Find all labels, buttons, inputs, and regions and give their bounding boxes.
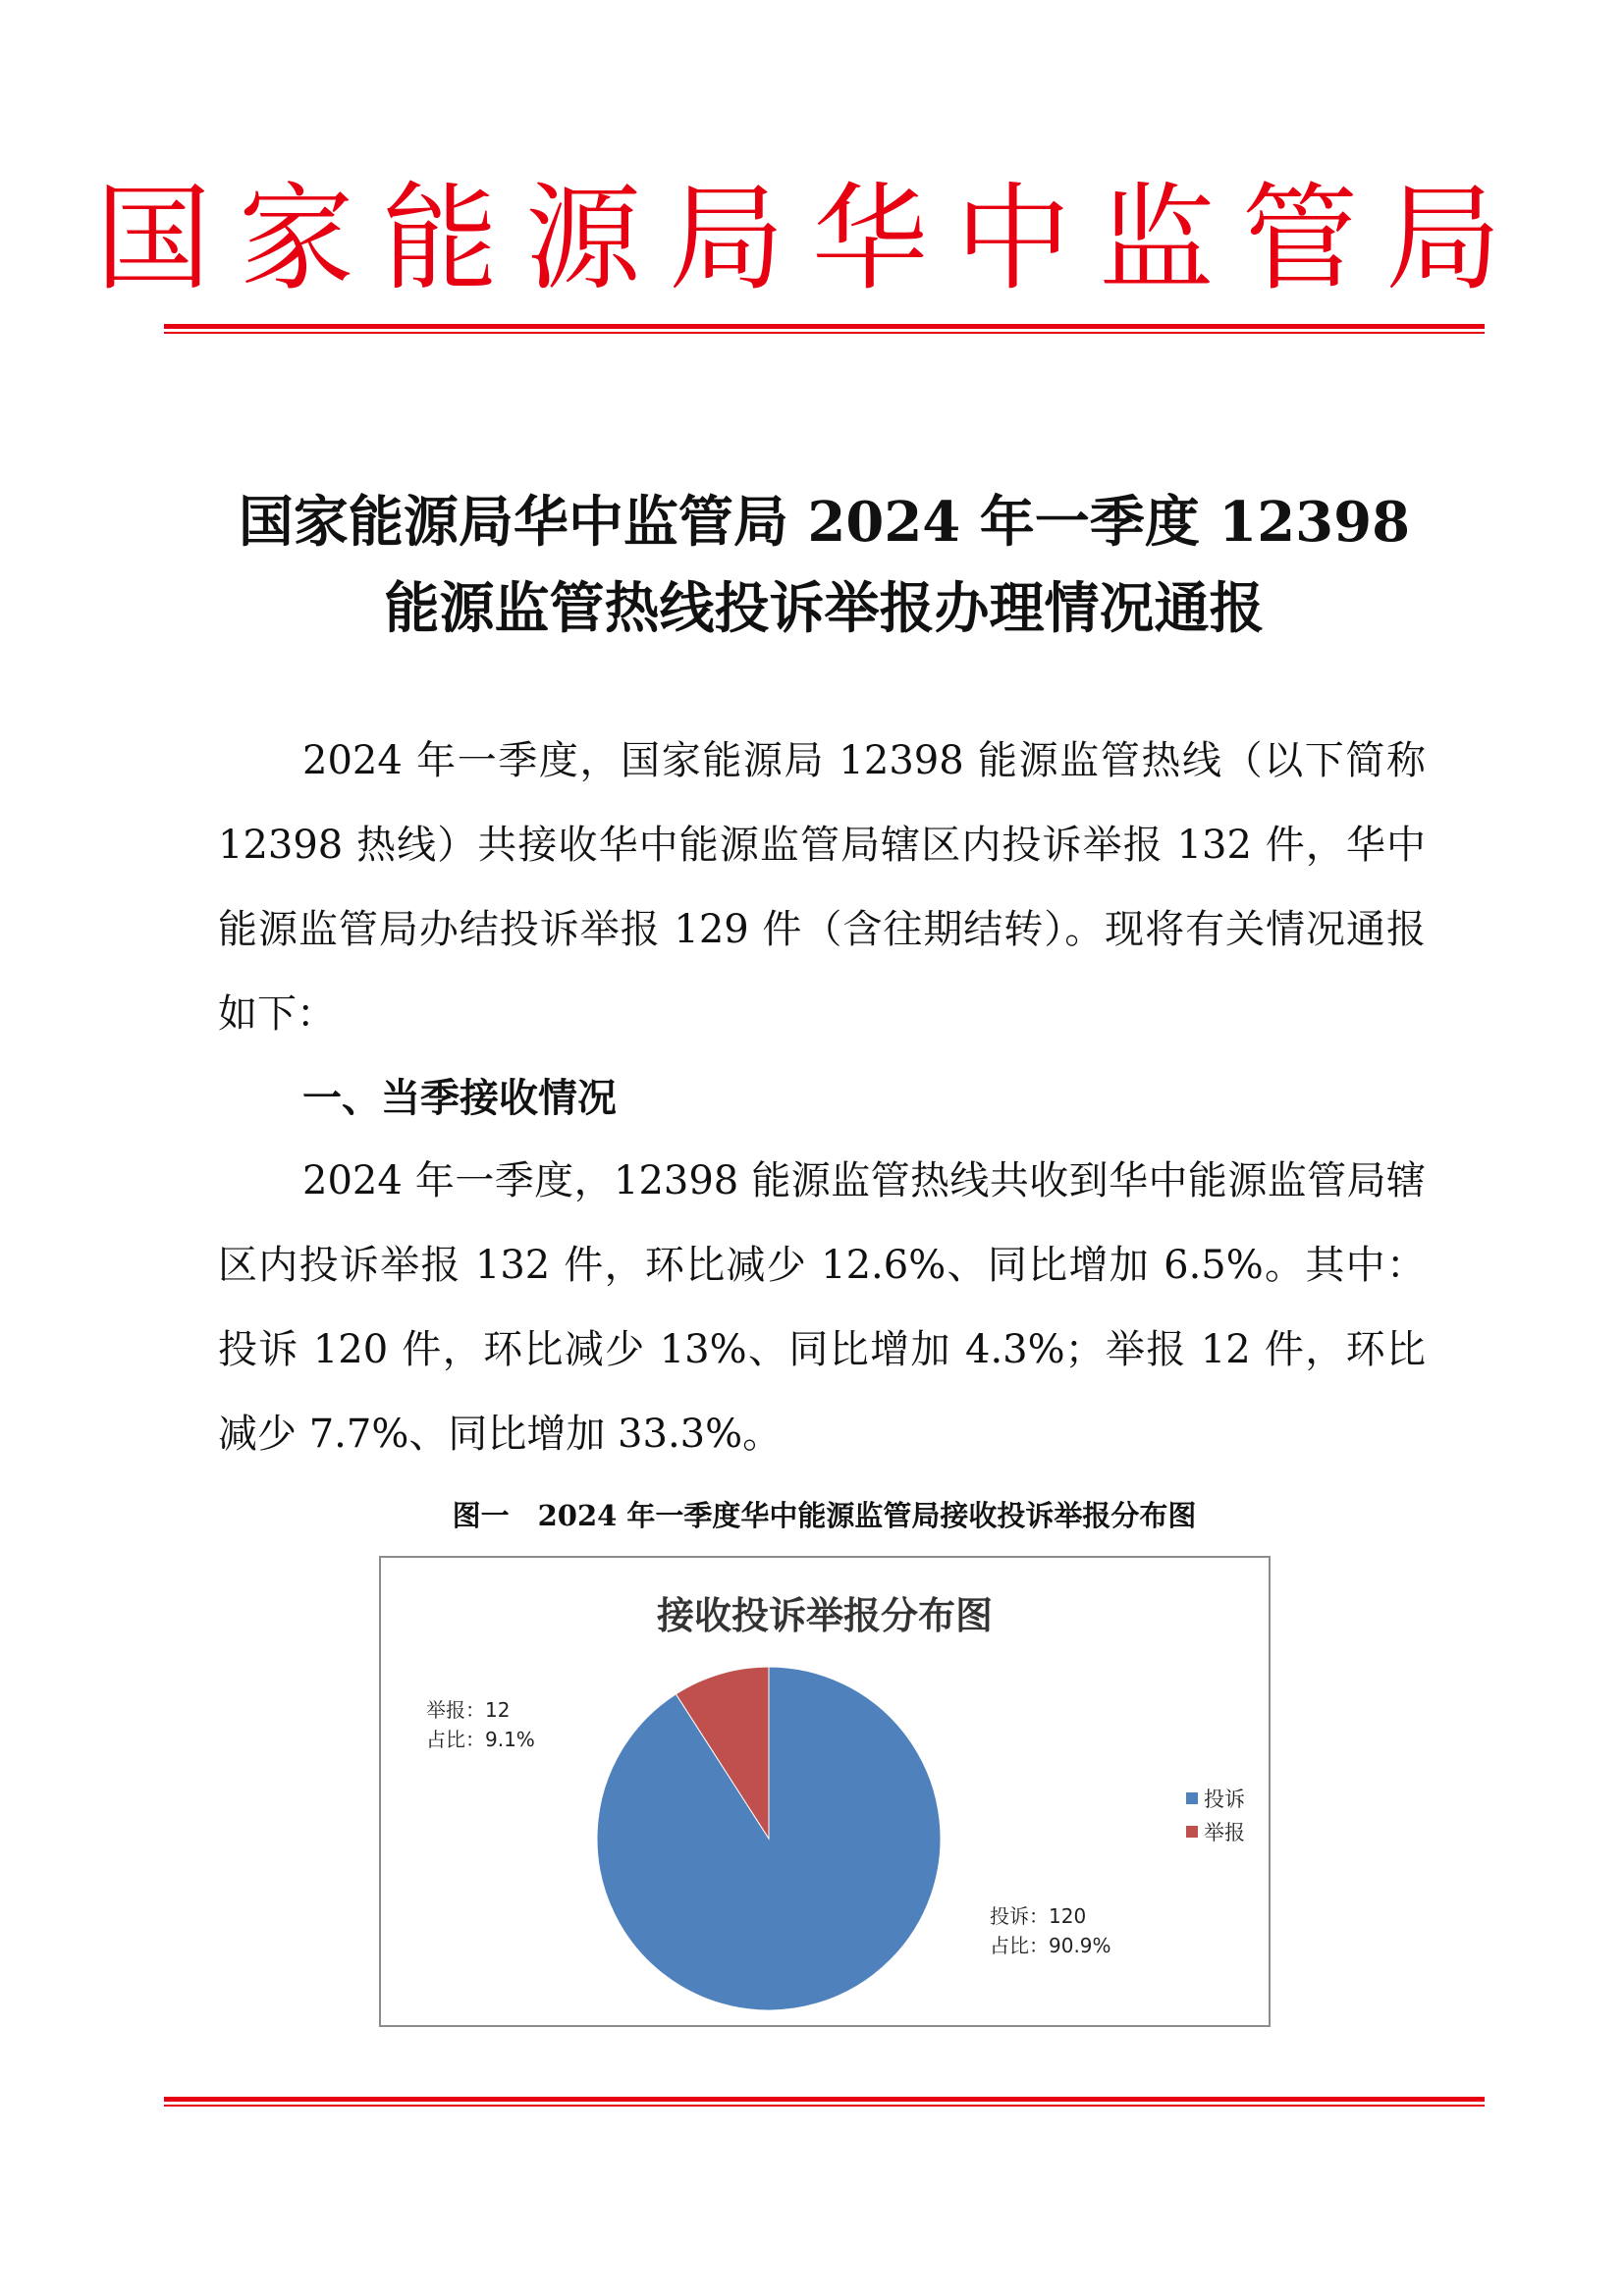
- legend-item-report: [1186, 1815, 1245, 1848]
- document-title-line-1: 国家能源局华中监管局 2024 年一季度 12398: [238, 490, 1411, 555]
- data-label-complaint-share: 占比：90.9%: [990, 1934, 1111, 1957]
- masthead-divider: [164, 324, 1485, 334]
- legend-item-complaint: [1186, 1782, 1245, 1815]
- legend-swatch-report: [1186, 1826, 1198, 1838]
- data-label-report-share: 占比：9.1%: [426, 1728, 535, 1751]
- data-label-complaint: [990, 1901, 1111, 1960]
- legend-label-complaint: 投诉: [1204, 1788, 1245, 1811]
- section-paragraph: 2024 年一季度，12398 能源监管热线共收到华中能源监管局辖区内投诉举报 132 件，环比减少 12.6%、同比增加 6.5%。其中：投诉 120 件，环比减少 13%、同比增加 4.3%；举报 12 件，环比减少 7.7%、同比增加 33.3%。: [218, 1158, 1426, 1457]
- intro-paragraph: 2024 年一季度，国家能源局 12398 能源监管热线（以下简称 12398 热线）共接收华中能源监管局辖区内投诉举报 132 件，华中能源监管局办结投诉举报 129 件（含往期结转）。现将有关情况通报如下：: [218, 738, 1426, 1037]
- footer-divider: [164, 2097, 1485, 2107]
- figure-caption: 图一 2024 年一季度华中能源监管局接收投诉举报分布图: [452, 1499, 1197, 1532]
- data-label-complaint-count: 投诉：120: [990, 1904, 1087, 1928]
- chart-legend: [1186, 1782, 1245, 1848]
- chart-title: 接收投诉举报分布图: [656, 1594, 993, 1637]
- legend-label-report: 举报: [1204, 1821, 1245, 1844]
- document-title: [164, 479, 1485, 652]
- data-label-report-count: 举报：12: [426, 1698, 511, 1722]
- masthead-title: 国家能源局华中监管局: [94, 171, 1529, 306]
- legend-swatch-complaint: [1186, 1792, 1198, 1804]
- pie-chart: [379, 1556, 1271, 2027]
- pie-chart-svg: [381, 1558, 1269, 2025]
- document-title-line-2: 能源监管热线投诉举报办理情况通报: [384, 576, 1265, 641]
- data-label-report: [426, 1695, 535, 1754]
- section-heading: 一、当季接收情况: [302, 1076, 617, 1121]
